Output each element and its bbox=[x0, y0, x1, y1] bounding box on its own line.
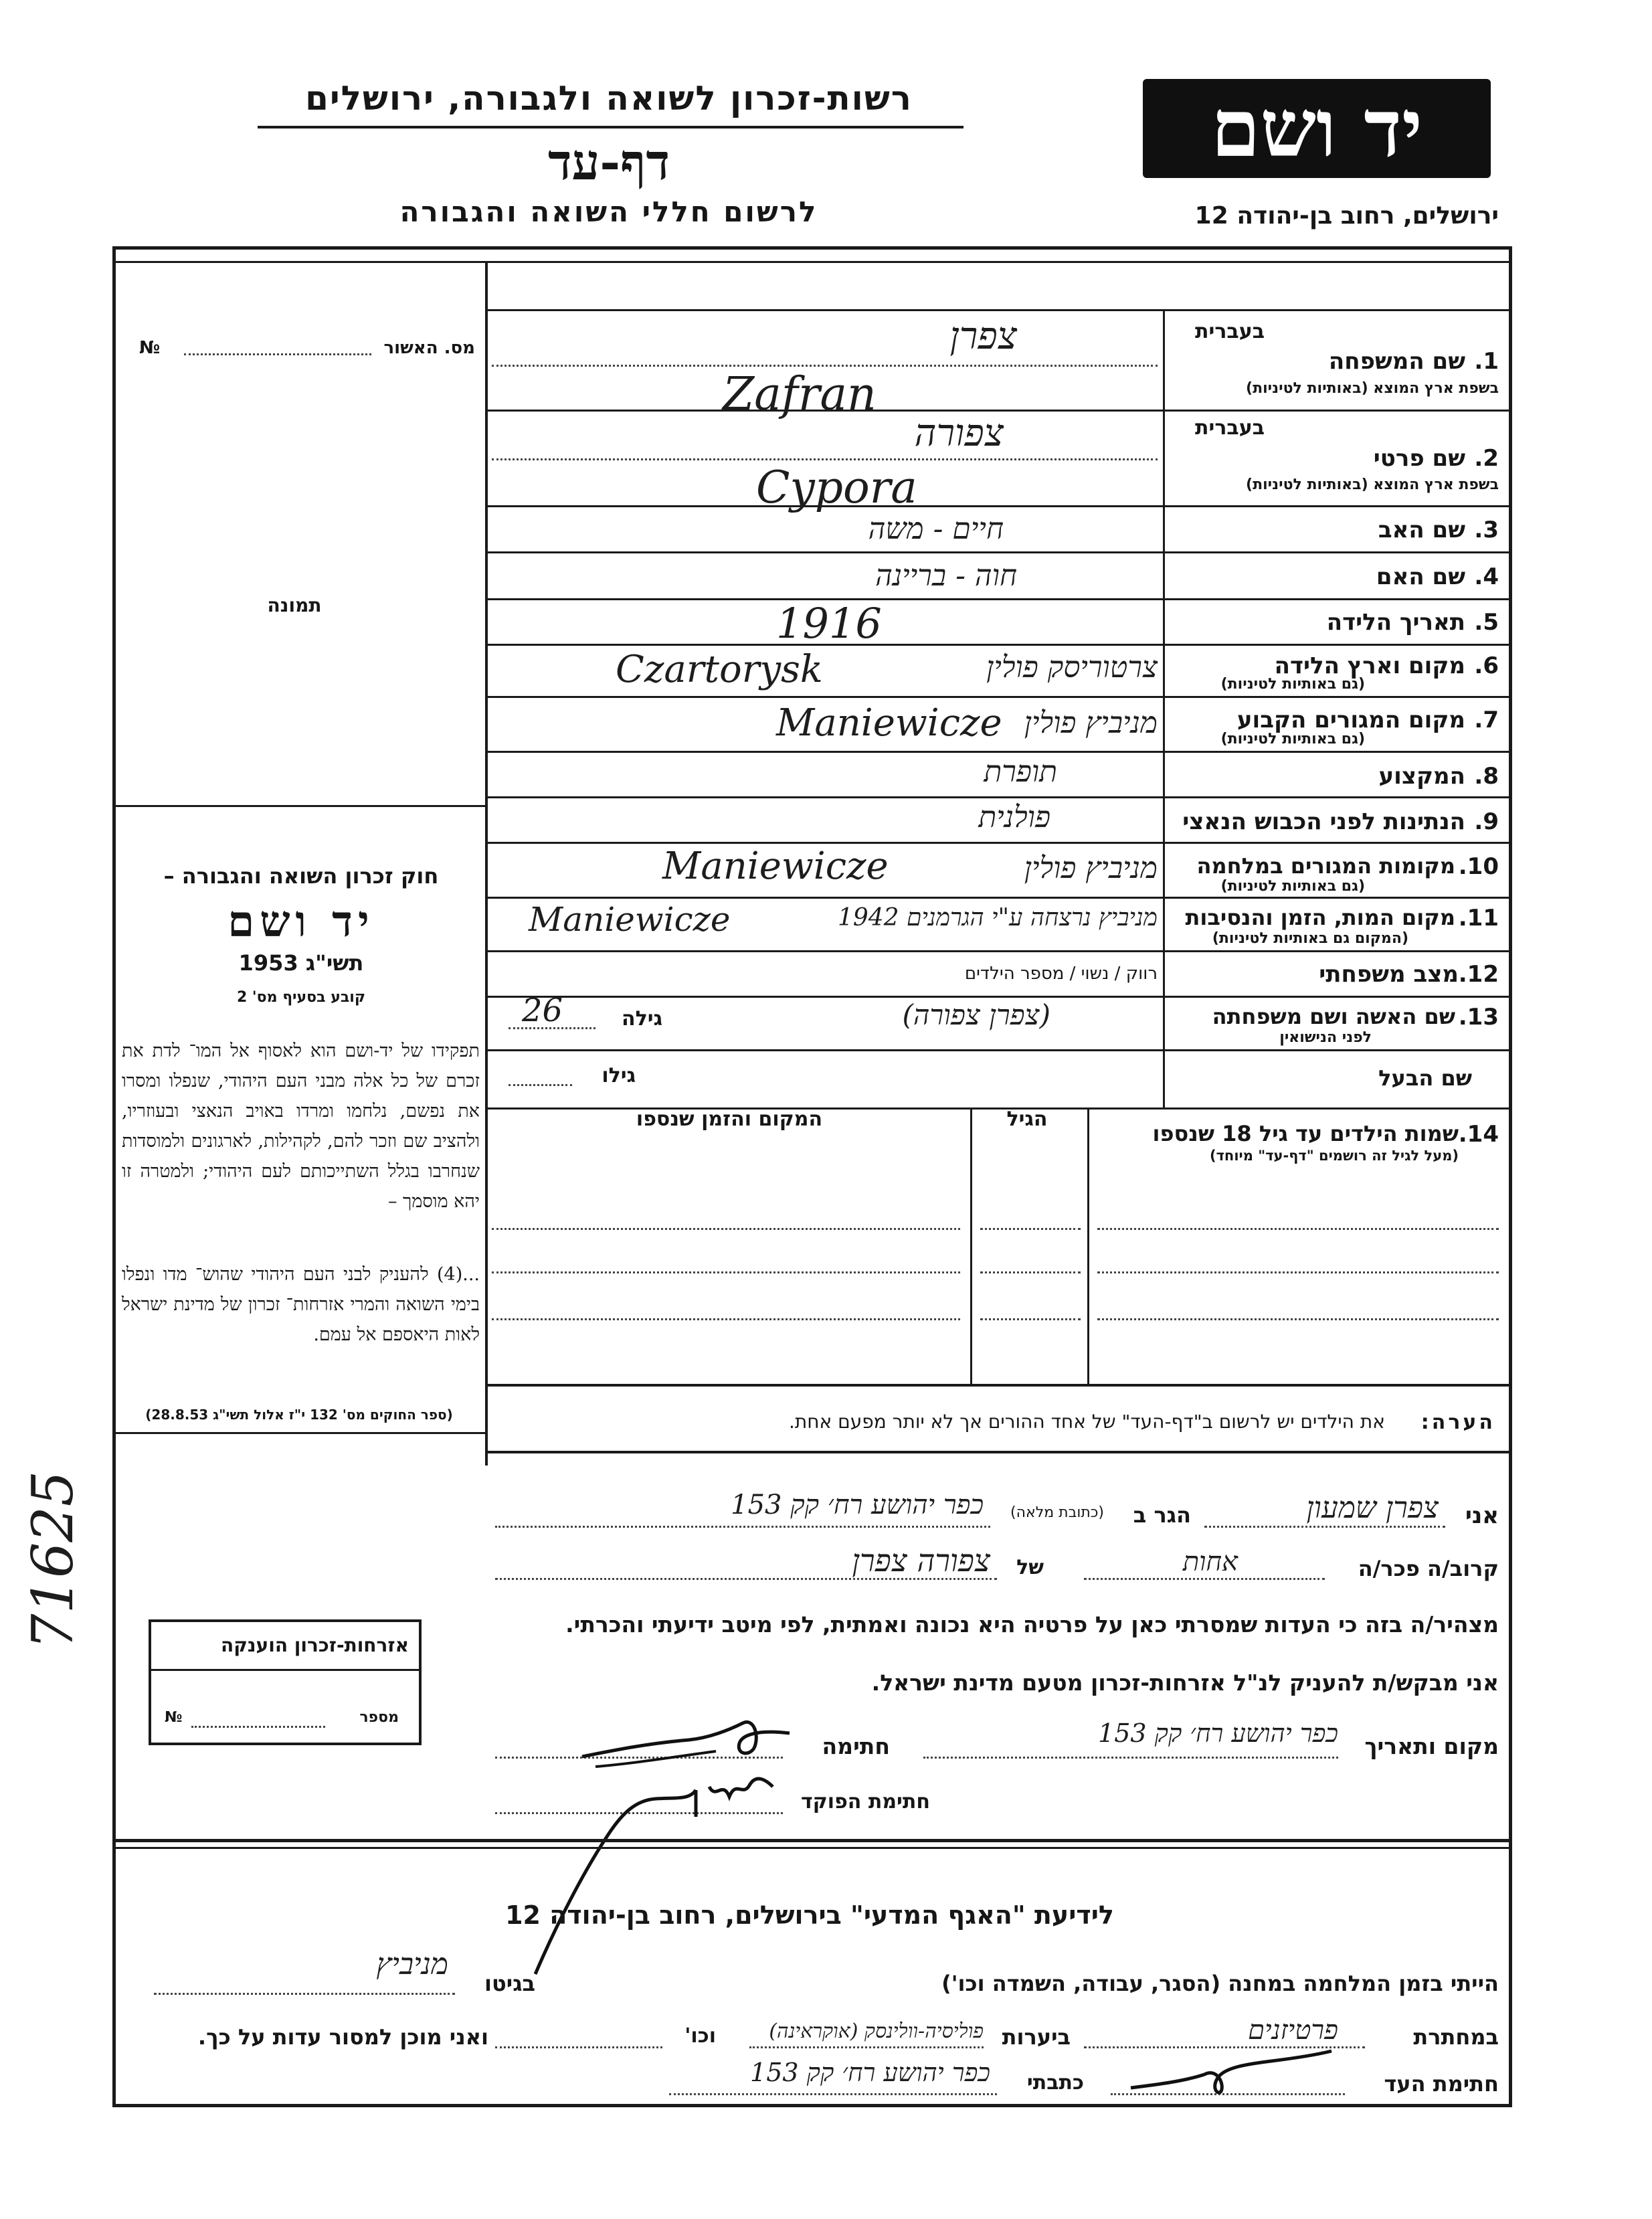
partisan-label: במחתרת bbox=[1413, 2024, 1499, 2050]
page-subtitle: לרשום חללי השואה והגבורה bbox=[399, 195, 818, 228]
resident-label: הגר ב bbox=[1133, 1502, 1191, 1528]
field-hint-hebrew: בעברית bbox=[1195, 320, 1265, 343]
column-header-age: הגיל bbox=[1006, 1107, 1048, 1131]
value-hebrew: צפורה bbox=[914, 412, 1004, 455]
note-text: את הילדים יש לרשום ב"דף-העד" של אחד ההורים אך לא יותר מפעם אחת. bbox=[788, 1411, 1385, 1433]
section-title: לידיעת "האגף המדעי" בירושלים, רחוב בן-יהודה 12 bbox=[505, 1900, 1114, 1930]
value-latin: Maniewicze bbox=[662, 845, 889, 888]
place-date-label: מקום ותאריך bbox=[1364, 1733, 1499, 1759]
field-label: שם פרטי bbox=[1373, 445, 1465, 472]
age-label: גילו bbox=[602, 1064, 636, 1087]
witness-name: צפרן שמעון bbox=[1306, 1491, 1439, 1525]
field-value: 1916 bbox=[776, 599, 882, 648]
field-hint-hebrew: בעברית bbox=[1195, 416, 1265, 440]
address-hint: (כתובת מלאה) bbox=[1010, 1504, 1104, 1521]
field-label: מקום המות, הזמן והנסיבות bbox=[1185, 905, 1455, 930]
field-value: חוה - בריינה bbox=[875, 559, 1017, 593]
registration-label: מס. האשור bbox=[383, 338, 475, 358]
law-title: חוק זכרון השואה והגבורה – bbox=[163, 863, 439, 889]
field-number: 3. bbox=[1474, 517, 1499, 543]
victim-name: צפורה צפרן bbox=[852, 1542, 990, 1579]
field-number: 1. bbox=[1474, 348, 1499, 375]
field-value: חיים - משה bbox=[868, 512, 1004, 546]
ghetto-label: בגיטו bbox=[484, 1971, 535, 1996]
field-label: הנתינות לפני הכבוש הנאצי bbox=[1182, 808, 1465, 835]
value-hebrew: צרטוריסק פולין bbox=[986, 650, 1158, 685]
ready-to-testify-text: ואני מוכן למסור עדות על כך. bbox=[197, 2024, 488, 2050]
declaration-statement: מצהיר/ה בזה כי העדות שמסרתי כאן על פרטיה היא נכונה ואמתית, לפי מיטב ידיעתי והכרתי. bbox=[565, 1611, 1499, 1637]
field-number: 9. bbox=[1474, 808, 1499, 835]
forest-label: ביערות bbox=[1002, 2024, 1071, 2050]
age-value: 26 bbox=[522, 992, 563, 1029]
column-header-place-time: המקום והזמן שנספו bbox=[636, 1107, 823, 1131]
forest-value: פוליסיה-וולינסק (אוקראינה) bbox=[769, 2020, 984, 2043]
field-label: שם האב bbox=[1378, 517, 1465, 543]
field-number: 4. bbox=[1474, 563, 1499, 590]
children-subtitle: (מעל לגיל זה רושמים "דף-עד" מיוחד) bbox=[1209, 1148, 1459, 1164]
law-text-1: תפקידו של יד-ושם הוא לאסוף אל המו־ לדת את זכרם של כל אלה מבני העם היהודי, שנפלו ומסרו את נפשם, נלחמו ומרדו באויב הנאצי ובעוזריו, ולהציב שם וזכר להם, לקהילות, לארגונים ולמוסדות שנחרבו בגלל השתייכותם לעם היהודי; ולמטרה זו יהא מוסמך – bbox=[122, 1041, 480, 1212]
field-value: תופרת bbox=[984, 755, 1057, 789]
value-latin: Czartorysk bbox=[616, 648, 823, 691]
field-sub: (גם באותיות לטיניות) bbox=[1220, 676, 1365, 693]
inspector-signature-label: חתימת הפוקד bbox=[801, 1790, 930, 1813]
field-label: שם הבעל bbox=[1378, 1065, 1472, 1091]
law-clause: קובע בסעיף מס' 2 bbox=[236, 989, 366, 1006]
law-text-2: ...(4) להעניק לבני העם היהודי שהוש־ מדו ונפלו בימי השואה והמרי אזרחות־ זכרון של מדינת ישראל לאות היאספם אל עמם. bbox=[122, 1264, 480, 1345]
margin-archive-number: 71625 bbox=[20, 1470, 86, 1650]
memorial-citizenship-stamp bbox=[149, 1619, 422, 1745]
witness-address: כפר יהושע רח׳ קק 153 bbox=[731, 1490, 984, 1520]
field-label: שם המשפחה bbox=[1328, 348, 1465, 375]
field-number: 12. bbox=[1458, 961, 1499, 988]
declaration-request: אני מבקש/ת להעניק לנ"ל אזרחות-זכרון מטעם מדינת ישראל. bbox=[871, 1670, 1499, 1696]
value-hebrew: מניביץ פולין bbox=[1024, 851, 1158, 885]
field-label: מקום וארץ הלידה bbox=[1274, 652, 1465, 679]
field-number: 2. bbox=[1474, 445, 1499, 472]
field-number: 5. bbox=[1474, 609, 1499, 636]
camp-label: הייתי בזמן המלחמה במחנה (הסגר, עבודה, השמדה וכו') bbox=[941, 1971, 1499, 1996]
field-value: פולנית bbox=[978, 800, 1050, 834]
field-label: שם האשה ושם משפחתה bbox=[1212, 1004, 1455, 1029]
stamp-number-label: מספר bbox=[359, 1709, 399, 1726]
relation-value: אחות bbox=[1182, 1546, 1238, 1577]
field-label: מצב משפחתי bbox=[1319, 961, 1459, 988]
page-title: דף-עד bbox=[547, 134, 670, 191]
law-name: יד ושם bbox=[227, 897, 375, 947]
field-value: (צפרן צפורה) bbox=[902, 998, 1050, 1031]
value-latin: Cypora bbox=[756, 462, 917, 513]
field-sub: (המקום גם באותיות לטיניות) bbox=[1212, 930, 1408, 947]
field-number: 8. bbox=[1474, 763, 1499, 790]
children-title: שמות הילדים עד גיל 18 שנספו bbox=[1152, 1121, 1459, 1146]
inspector-signature bbox=[495, 1760, 803, 1987]
field-sub: (גם באותיות לטיניות) bbox=[1220, 878, 1365, 895]
etc-label: וכו' bbox=[684, 2024, 716, 2048]
field-label: מקומות המגורים במלחמה bbox=[1196, 853, 1455, 879]
field-sub: לפני הנישואין bbox=[1279, 1029, 1372, 1046]
authority-title: רשות-זכרון לשואה ולגבורה, ירושלים bbox=[305, 79, 913, 118]
value-latin: Maniewicze bbox=[776, 701, 1002, 745]
field-sub: בשפת ארץ המוצא (באותיות לטיניות) bbox=[1246, 476, 1499, 493]
field-number: 11. bbox=[1458, 905, 1499, 931]
value-hebrew: מניביץ פולין bbox=[1024, 706, 1158, 740]
field-value: רווק / נשוי / מספר הילדים bbox=[964, 964, 1158, 984]
field-number: 7. bbox=[1474, 707, 1499, 733]
value-hebrew: צפרן bbox=[949, 315, 1017, 358]
stamp-title: אזרחות-זכרון הוענקה bbox=[221, 1634, 409, 1656]
value-hebrew: מניביץ נרצחה ע"י הגרמנים 1942 bbox=[837, 904, 1158, 931]
written-address-label: כתבתי bbox=[1026, 2071, 1084, 2095]
law-year: תשי"ג 1953 bbox=[238, 950, 364, 976]
header-address: ירושלים, רחוב בן-יהודה 12 bbox=[1194, 202, 1499, 230]
age-label: גילה bbox=[622, 1007, 662, 1031]
of-label: של bbox=[1016, 1556, 1044, 1579]
note-label: הערה: bbox=[1420, 1411, 1495, 1434]
field-label: שם האם bbox=[1376, 563, 1465, 590]
registration-no-symbol: № bbox=[139, 338, 161, 358]
law-reference: (ספר החוקים מס' 132 י"ז אלול תשי"ג 28.8.53) bbox=[145, 1407, 453, 1423]
place-date-value: כפר יהושע רח׳ קק 153 bbox=[1098, 1718, 1338, 1748]
field-number: 14. bbox=[1458, 1121, 1499, 1148]
declaration-i-label: אני bbox=[1465, 1502, 1499, 1529]
field-sub: בשפת ארץ המוצא (באותיות לטיניות) bbox=[1246, 380, 1499, 397]
written-address-value: כפר יהושע רח׳ קק 153 bbox=[750, 2058, 990, 2087]
field-sub: (גם באותיות לטיניות) bbox=[1220, 731, 1365, 747]
field-label: המקצוע bbox=[1378, 763, 1465, 790]
value-latin: Zafran bbox=[723, 368, 877, 421]
signature-label: חתימה bbox=[822, 1733, 890, 1759]
partisan-value: פרטיזנים bbox=[1248, 2015, 1338, 2046]
value-latin: Maniewicze bbox=[529, 900, 731, 939]
logo bbox=[1143, 79, 1491, 178]
field-label: תאריך הלידה bbox=[1326, 609, 1465, 636]
field-number: 6. bbox=[1474, 652, 1499, 679]
field-number: 10. bbox=[1458, 853, 1499, 880]
witness-signature-label: חתימת העד bbox=[1384, 2071, 1499, 2097]
field-label: מקום המגורים הקבוע bbox=[1236, 707, 1465, 733]
witness-signature-lower bbox=[1124, 2048, 1338, 2101]
logo-text: יד ושם bbox=[1210, 82, 1423, 175]
ghetto-value: מניביץ bbox=[376, 1947, 448, 1981]
stamp-no-symbol: № bbox=[165, 1709, 183, 1726]
field-number: 13. bbox=[1458, 1004, 1499, 1031]
photo-label: תמונה bbox=[267, 594, 322, 616]
relative-label: קרוב/ה פכר/ה bbox=[1358, 1556, 1499, 1581]
